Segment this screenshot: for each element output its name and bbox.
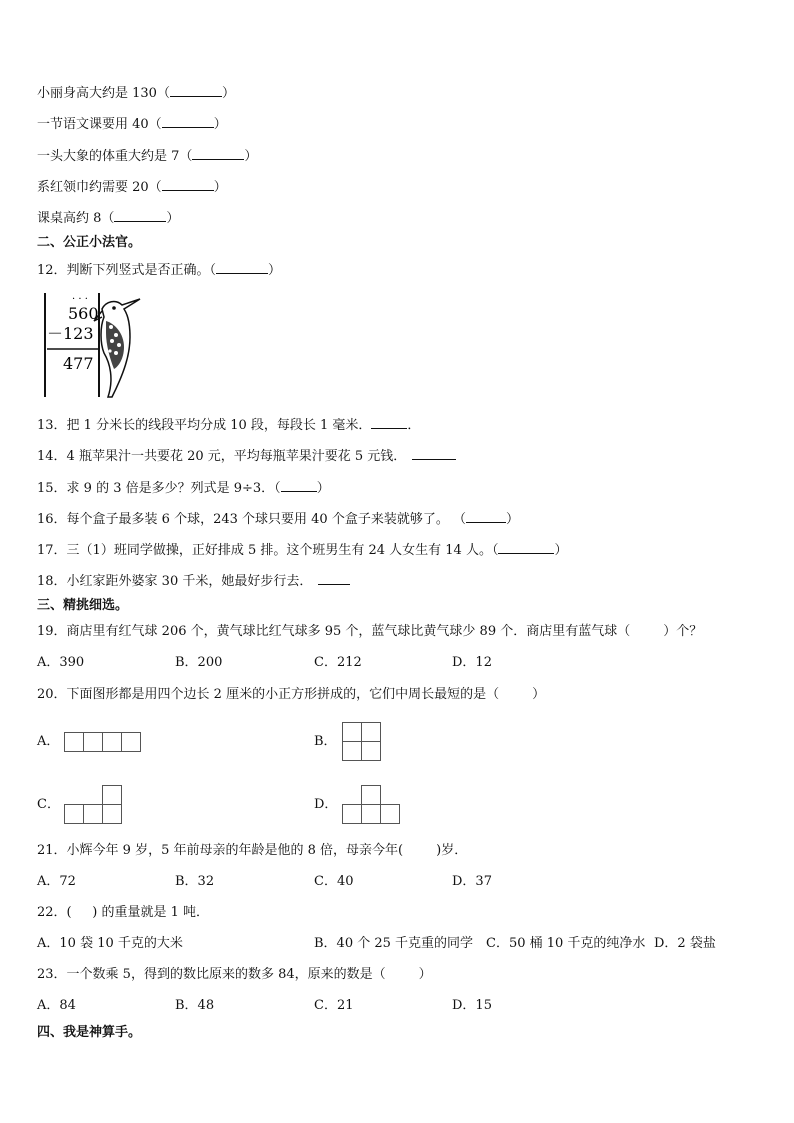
option-c-label[interactable]: C． xyxy=(37,797,60,812)
option-d[interactable]: D．15 xyxy=(452,998,492,1013)
option-b[interactable]: B．200 xyxy=(175,655,223,670)
option-c[interactable]: C．21 xyxy=(314,998,354,1013)
subtrahend: －123 xyxy=(47,324,94,343)
shape-c-l-shape[interactable] xyxy=(64,785,124,825)
option-b[interactable]: B．32 xyxy=(175,874,215,889)
question-12: 12．判断下列竖式是否正确。（ ） xyxy=(37,263,282,278)
option-b[interactable]: B．48 xyxy=(175,998,215,1013)
fill-item-5: 课桌高约 8（ ） xyxy=(37,211,180,226)
question-21: 21．小辉今年 9 岁，5 年前母亲的年龄是他的 8 倍，母亲今年( )岁． xyxy=(37,843,468,858)
option-a[interactable]: A．10 袋 10 千克的大米 xyxy=(37,936,183,951)
option-a[interactable]: A．72 xyxy=(37,874,76,889)
answer-blank[interactable] xyxy=(412,447,456,460)
difference: 477 xyxy=(63,354,94,373)
option-d[interactable]: D．2 袋盐 xyxy=(654,936,716,951)
question-18: 18．小红家距外婆家 30 千米，她最好步行去． xyxy=(37,572,350,590)
option-d[interactable]: D．12 xyxy=(452,655,492,670)
question-17: 17．三（1）班同学做操，正好排成 5 排。这个班男生有 24 人女生有 14 人。（ ） xyxy=(37,543,568,558)
answer-blank[interactable] xyxy=(371,416,407,429)
shape-a-row-of-four[interactable] xyxy=(64,732,142,752)
option-d[interactable]: D．37 xyxy=(452,874,492,889)
shape-b-square[interactable] xyxy=(342,722,382,762)
answer-blank[interactable] xyxy=(318,572,350,585)
answer-blank[interactable] xyxy=(162,115,214,128)
fill-item-3: 一头大象的体重大约是 7（ ） xyxy=(37,149,258,164)
fill-item-4: 系红领巾约需要 20（ ） xyxy=(37,180,227,195)
question-22: 22．( ) 的重量就是 1 吨． xyxy=(37,905,210,920)
answer-blank[interactable] xyxy=(192,147,244,160)
option-b-label[interactable]: B． xyxy=(314,734,337,749)
answer-blank[interactable] xyxy=(281,479,317,492)
section-title-4: 四、我是神算手。 xyxy=(37,1025,142,1040)
section-title-3: 三、精挑细选。 xyxy=(37,598,129,613)
answer-blank[interactable] xyxy=(114,209,166,222)
question-20: 20．下面图形都是用四个边长 2 厘米的小正方形拼成的，它们中周长最短的是（ ） xyxy=(37,687,546,702)
answer-blank[interactable] xyxy=(498,541,554,554)
question-13: 13．把 1 分米长的线段平均分成 10 段，每段长 1 毫米． ． xyxy=(37,418,421,433)
option-d-label[interactable]: D． xyxy=(314,797,338,812)
option-a-label[interactable]: A． xyxy=(37,734,60,749)
option-a[interactable]: A．390 xyxy=(37,655,85,670)
shape-d-t-shape[interactable] xyxy=(342,785,402,825)
option-c[interactable]: C．50 桶 10 千克的纯净水 xyxy=(486,936,646,951)
question-16: 16．每个盒子最多装 6 个球，243 个球只要用 40 个盒子来装就够了。 （ ） xyxy=(37,512,519,527)
woodpecker-illustration xyxy=(94,299,140,397)
vertical-subtraction-figure xyxy=(44,293,154,399)
option-c[interactable]: C．40 xyxy=(314,874,354,889)
option-b[interactable]: B．40 个 25 千克重的同学 xyxy=(314,936,474,951)
question-19: 19．商店里有红气球 206 个，黄气球比红气球多 95 个，蓝气球比黄气球少 89 个．商店里有蓝气球（ ）个？ xyxy=(37,624,703,639)
fill-item-2: 一节语文课要用 40（ ） xyxy=(37,117,227,132)
fill-item-1: 小丽身高大约是 130（ ） xyxy=(37,86,235,101)
answer-blank[interactable] xyxy=(162,178,214,191)
question-23: 23．一个数乘 5，得到的数比原来的数多 84，原来的数是（ ） xyxy=(37,967,432,982)
minuend: 560 xyxy=(68,304,99,323)
answer-blank[interactable] xyxy=(170,84,222,97)
section-title-2: 二、公正小法官。 xyxy=(37,235,142,250)
answer-blank[interactable] xyxy=(216,261,268,274)
question-14: 14．4 瓶苹果汁一共要花 20 元，平均每瓶苹果汁要花 5 元钱． xyxy=(37,447,456,465)
option-a[interactable]: A．84 xyxy=(37,998,76,1013)
option-c[interactable]: C．212 xyxy=(314,655,362,670)
carry-dots: · · · xyxy=(72,294,88,305)
answer-blank[interactable] xyxy=(466,510,506,523)
question-15: 15．求 9 的 3 倍是多少？列式是 9÷3．（ ） xyxy=(37,481,330,496)
